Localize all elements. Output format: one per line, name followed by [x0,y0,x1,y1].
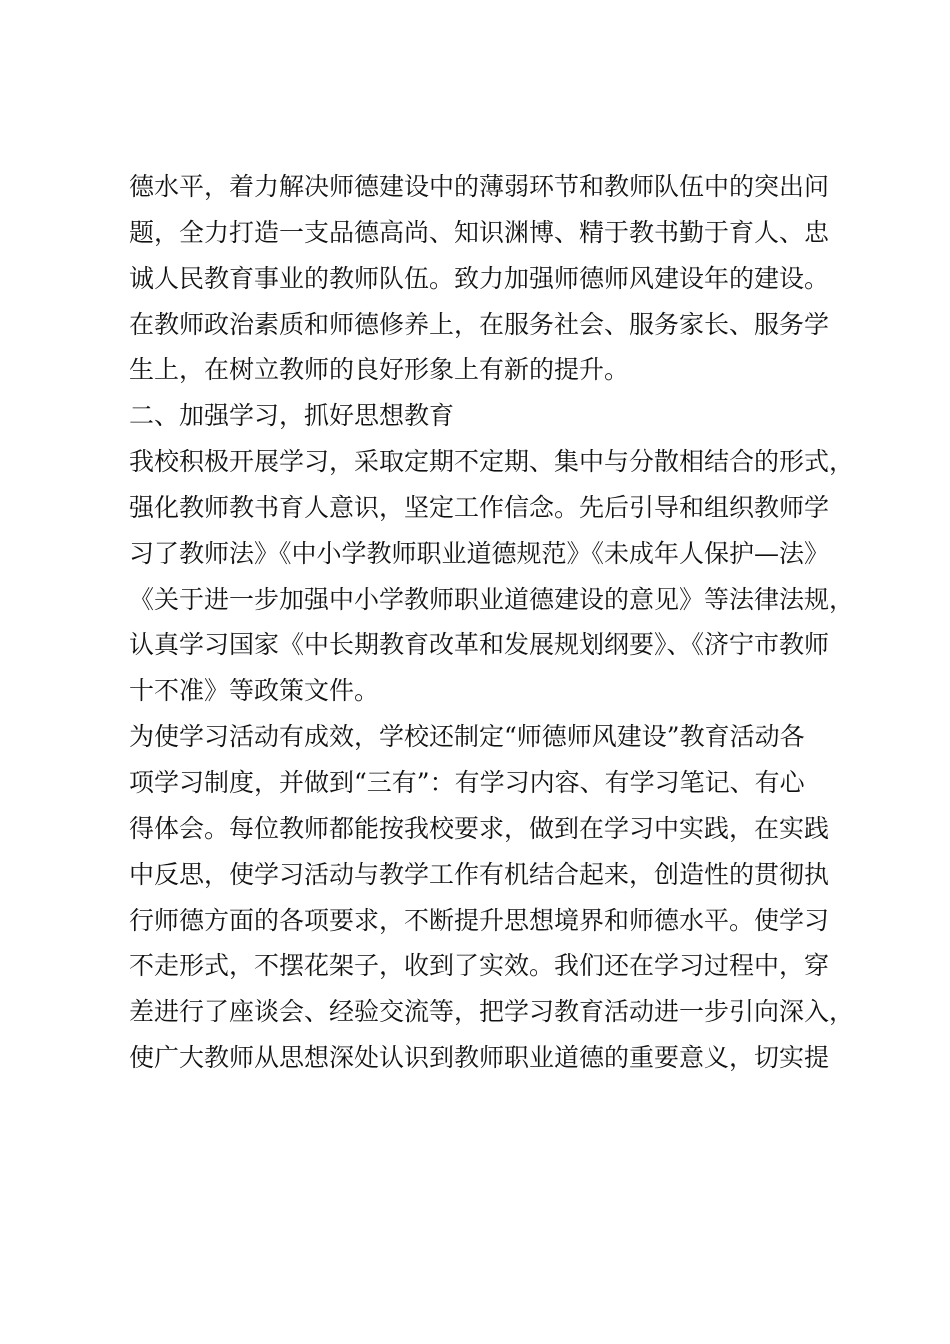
text-line: 我校积极开展学习，采取定期不定期、集中与分散相结合的形式， [129,447,855,477]
text-line: 题，全力打造一支品德高尚、知识渊博、精于教书勤于育人、忠 [129,217,830,247]
text-line: 《关于进一步加强中小学教师职业道德建设的意见》等法律法规， [129,584,855,614]
text-line: 认真学习国家《中长期教育改革和发展规划纲要》、《济宁市教师 [129,630,830,660]
text-line: 在教师政治素质和师德修养上，在服务社会、服务家长、服务学 [129,309,830,339]
section-heading: 二、加强学习，抓好思想教育 [129,401,455,431]
text-line: 项学习制度，并做到“三有”：有学习内容、有学习笔记、有心 [129,767,805,797]
text-line: 强化教师教书育人意识，坚定工作信念。先后引导和组织教师学 [129,492,830,522]
text-line: 使广大教师从思想深处认识到教师职业道德的重要意义，切实提 [129,1043,830,1073]
text-line: 十不准》等政策文件。 [129,676,380,706]
document-body [129,166,855,1083]
text-line: 习了教师法》《中小学教师职业道德规范》《未成年人保护—法》 [129,538,830,568]
text-line: 中反思，使学习活动与教学工作有机结合起来，创造性的贯彻执 [129,859,830,889]
text-line: 为使学习活动有成效，学校还制定“师德师风建设”教育活动各 [129,722,805,752]
text-line: 德水平，着力解决师德建设中的薄弱环节和教师队伍中的突出问 [129,172,830,201]
text-line: 差进行了座谈会、经验交流等，把学习教育活动进一步引向深入， [129,997,855,1027]
text-line: 不走形式，不摆花架子，收到了实效。我们还在学习过程中，穿 [129,951,830,981]
text-line: 诚人民教育事业的教师队伍。致力加强师德师风建设年的建设。 [129,263,830,293]
text-line: 行师德方面的各项要求，不断提升思想境界和师德水平。使学习 [129,905,830,935]
text-line: 生上，在树立教师的良好形象上有新的提升。 [129,355,630,385]
text-line: 得体会。每位教师都能按我校要求，做到在学习中实践，在实践 [129,813,830,843]
